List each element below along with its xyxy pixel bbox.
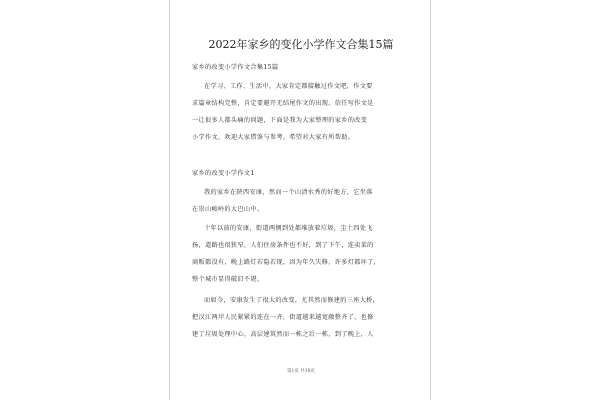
paragraph-line: 在崇山峻岭的大巴山中。 — [192, 206, 264, 213]
paragraph-line: 把汉江两岸人民紧紧的连在一齐，街道越来越宽敞整齐了，也修 — [192, 314, 374, 321]
intro-line: 在学习、工作、生活中，大家肯定都接触过作文吧，作文要 — [204, 83, 373, 90]
document-title: 2022年家乡的变化小学作文合集15篇 — [208, 38, 394, 51]
document-page — [169, 0, 431, 400]
paragraph-line: 建了垃圾处理中心，高层建筑然而一栋之后一栋，到了晚上，人 — [192, 331, 374, 338]
intro-line: 一让很多人都头痛的问题，下面是我为大家整理的家乡的改变 — [192, 117, 368, 124]
page-number-footer: 第1页 共18页 — [286, 369, 316, 374]
paragraph-line: 整个城市显得破旧不堪。 — [192, 276, 264, 283]
paragraph-line: 十年以前的安康，街道两侧到处都堆放着垃圾，尘土四处飞 — [204, 225, 373, 232]
paragraph-line: 扬，道路也很狭窄，人们住房条件也不好，到了下午，连卖菜的 — [192, 242, 374, 249]
section-heading: 家乡的改变小学作文1 — [192, 170, 255, 177]
document-subtitle: 家乡的改变小学作文合集15篇 — [192, 64, 279, 71]
intro-line: 小学作文，欢迎大家借鉴与参考，希望对大家有所帮助。 — [192, 134, 355, 141]
paragraph-line: 我的家乡在陕西安康，然而一个山清水秀的好地方，它坐落 — [204, 189, 373, 196]
paragraph-line: 而如今，安康发生了很大的改变，尤其然而修建的三座大桥， — [204, 297, 380, 304]
paragraph-line: 商贩都没有，晚上路灯若隐若现，因为年久失修，许多灯都坏了， — [192, 259, 381, 266]
intro-line: 求篇章结构完整，肯定要避开无结尾作文的出现。信任写作文是 — [192, 100, 374, 107]
